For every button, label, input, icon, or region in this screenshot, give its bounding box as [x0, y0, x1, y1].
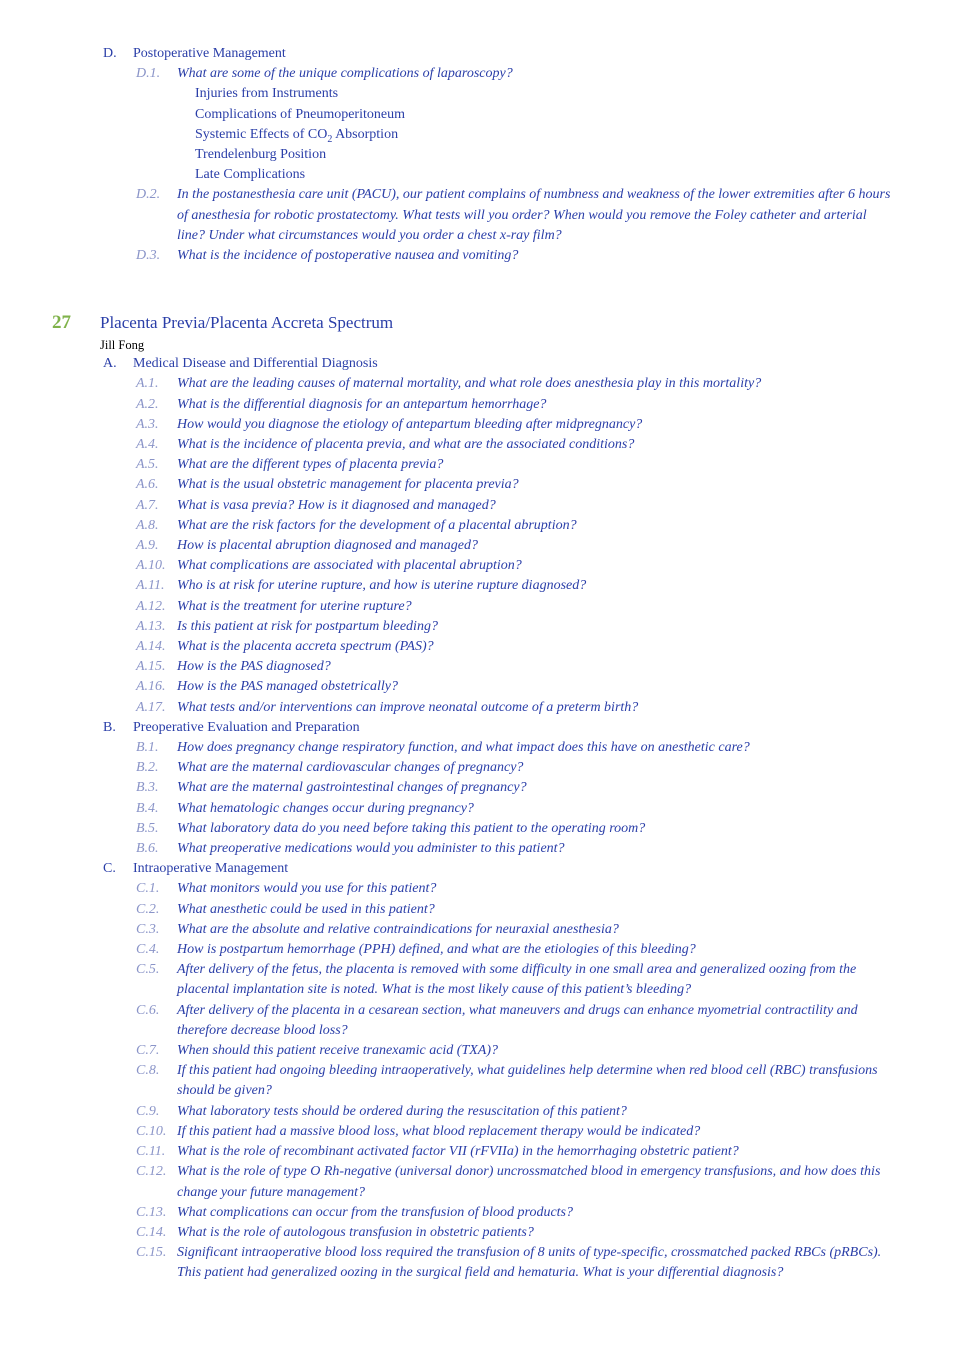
question-text: What is vasa previa? How is it diagnosed and managed?: [177, 497, 496, 513]
question-number: A.12.: [136, 598, 166, 614]
question-number: C.9.: [136, 1103, 160, 1119]
question-item: [0, 758, 953, 778]
question-item: [0, 475, 953, 495]
question-number: A.2.: [136, 396, 159, 412]
question-text: Significant intraoperative blood loss required the transfusion of 8 units of type-specific, crossmatched packed RBCs (pRBCs). This patient had generalized oozing in the surgical field and hematuria. What is your differential diagnosis?: [177, 1245, 882, 1281]
question-text: What is the role of autologous transfusion in obstetric patients?: [177, 1224, 534, 1240]
question-item: [0, 738, 953, 758]
question-number: B.1.: [136, 740, 159, 756]
question-item: [0, 576, 953, 596]
question-item: [0, 960, 953, 1000]
section-letter: B.: [103, 719, 116, 735]
question-item: [0, 1061, 953, 1101]
section-d-heading: [0, 44, 953, 64]
document-page: [0, 44, 953, 1284]
d1-item: Late Complications: [195, 167, 306, 183]
question-item: [0, 1203, 953, 1223]
question-text: What is the treatment for uterine rupture?: [177, 598, 412, 614]
question-number: A.4.: [136, 437, 159, 453]
question-text: What anesthetic could be used in this patient?: [177, 901, 435, 917]
question-text: How does pregnancy change respiratory function, and what impact does this have on anesthetic care?: [177, 740, 750, 756]
question-number: A.11.: [136, 578, 165, 594]
question-number: A.5.: [136, 457, 159, 473]
question-text: What is the usual obstetric management for placenta previa?: [177, 477, 519, 493]
section-a-heading: [0, 354, 953, 374]
question-text: After delivery of the fetus, the placenta is removed with some difficulty in one small area and generalized oozing from the placental implantation site is noted. What is the most likely cause of this patient’s bleeding?: [177, 962, 857, 998]
question-item: [0, 1122, 953, 1142]
question-text: After delivery of the placenta in a cesarean section, what maneuvers and drugs can enhance myometrial contractility and therefore decrease blood loss?: [177, 1002, 858, 1038]
question-item: [0, 698, 953, 718]
question-number: C.10.: [136, 1123, 167, 1139]
question-number: A.9.: [136, 538, 159, 554]
question-item: [0, 920, 953, 940]
question-number: B.6.: [136, 841, 159, 857]
question-number: C.15.: [136, 1245, 167, 1261]
question-text: What tests and/or interventions can improve neonatal outcome of a preterm birth?: [177, 699, 639, 715]
question-text: Who is at risk for uterine rupture, and how is uterine rupture diagnosed?: [177, 578, 587, 594]
chapter-heading: [0, 310, 953, 336]
question-item: [0, 395, 953, 415]
section-b-heading: [0, 718, 953, 738]
question-text: What laboratory data do you need before taking this patient to the operating room?: [177, 820, 646, 836]
question-number: D.1.: [136, 66, 161, 82]
question-item: [0, 940, 953, 960]
question-number: C.13.: [136, 1204, 167, 1220]
question-text: What is the placenta accreta spectrum (PAS)?: [177, 639, 434, 655]
question-item: [0, 435, 953, 455]
d1-item-prefix: Systemic Effects of CO: [195, 126, 328, 142]
question-number: C.1.: [136, 881, 160, 897]
question-number: A.17.: [136, 699, 166, 715]
section-letter: A.: [103, 356, 117, 372]
question-number: C.11.: [136, 1144, 166, 1160]
chapter-author: Jill Fong: [100, 338, 145, 353]
question-number: A.15.: [136, 659, 166, 675]
section-title: Preoperative Evaluation and Preparation: [133, 719, 360, 735]
question-text: What are some of the unique complications of laparoscopy?: [177, 66, 513, 82]
d1-item-suffix: Absorption: [332, 126, 399, 142]
question-number: C.4.: [136, 942, 160, 958]
question-item: [0, 415, 953, 435]
question-number: A.10.: [136, 558, 166, 574]
question-number: C.2.: [136, 901, 160, 917]
question-item: [0, 516, 953, 536]
question-item: [0, 637, 953, 657]
question-item: [0, 1162, 953, 1202]
question-item: [0, 1223, 953, 1243]
question-text: What complications can occur from the transfusion of blood products?: [177, 1204, 573, 1220]
question-text: What monitors would you use for this patient?: [177, 881, 437, 897]
question-text: What laboratory tests should be ordered during the resuscitation of this patient?: [177, 1103, 627, 1119]
question-number: C.14.: [136, 1224, 167, 1240]
question-number: C.5.: [136, 962, 160, 978]
question-number: A.7.: [136, 497, 159, 513]
question-number: C.12.: [136, 1164, 167, 1180]
question-text: What are the leading causes of maternal mortality, and what role does anesthesia play in this mortality?: [177, 376, 762, 392]
d1-item: Injuries from Instruments: [195, 86, 339, 102]
question-number: A.14.: [136, 639, 166, 655]
section-letter: D.: [103, 46, 117, 61]
question-item: [0, 1142, 953, 1162]
question-item: [0, 677, 953, 697]
question-text: What are the risk factors for the development of a placental abruption?: [177, 517, 577, 533]
question-d1: [0, 64, 953, 84]
section-b-questions: [0, 738, 953, 859]
question-item: [0, 1001, 953, 1041]
question-item: [0, 597, 953, 617]
question-text: How is postpartum hemorrhage (PPH) defined, and what are the etiologies of this bleeding?: [177, 942, 696, 958]
question-text: What is the differential diagnosis for an antepartum hemorrhage?: [177, 396, 547, 412]
question-item: [0, 617, 953, 637]
question-text: What is the role of type O Rh-negative (universal donor) uncrossmatched blood in emergency transfusions, and how does this change your future management?: [177, 1164, 881, 1200]
question-number: B.4.: [136, 800, 159, 816]
question-item: [0, 657, 953, 677]
question-item: [0, 556, 953, 576]
question-number: B.2.: [136, 760, 159, 776]
question-item: [0, 778, 953, 798]
question-number: A.3.: [136, 416, 159, 432]
question-text: How would you diagnose the etiology of antepartum bleeding after midpregnancy?: [177, 416, 643, 432]
question-number: B.5.: [136, 820, 159, 836]
question-text: What are the maternal cardiovascular changes of pregnancy?: [177, 760, 524, 776]
section-c-questions: [0, 879, 953, 1283]
question-number: D.2.: [136, 187, 161, 203]
section-letter: C.: [103, 861, 116, 877]
question-text: What are the different types of placenta previa?: [177, 457, 444, 473]
section-a-questions: [0, 374, 953, 717]
d1-item-co2: [195, 125, 953, 145]
section-title: Intraoperative Management: [133, 861, 289, 877]
question-item: [0, 1041, 953, 1061]
question-text: If this patient had a massive blood loss, what blood replacement therapy would be indicated?: [177, 1123, 701, 1139]
question-item: [0, 1102, 953, 1122]
question-text: What is the role of recombinant activated factor VII (rFVIIa) in the hemorrhaging obstetric patient?: [177, 1144, 739, 1160]
question-text: What complications are associated with placental abruption?: [177, 558, 522, 574]
question-text: How is placental abruption diagnosed and managed?: [177, 538, 478, 554]
question-text: In the postanesthesia care unit (PACU), our patient complains of numbness and weakness of the lower extremities after 6 hours of anesthesia for robotic prostatectomy. What tests will you order? When would you remove the Foley catheter and arterial line? Under what circumstances would you order a chest x-ray film?: [177, 187, 891, 243]
question-text: What hematologic changes occur during pregnancy?: [177, 800, 474, 816]
question-text: What are the maternal gastrointestinal changes of pregnancy?: [177, 780, 527, 796]
question-item: [0, 496, 953, 516]
question-text: How is the PAS managed obstetrically?: [177, 679, 398, 695]
question-number: C.3.: [136, 921, 160, 937]
question-number: C.6.: [136, 1002, 160, 1018]
question-text: How is the PAS diagnosed?: [177, 659, 331, 675]
question-text: Is this patient at risk for postpartum bleeding?: [177, 618, 438, 634]
question-item: [0, 799, 953, 819]
question-text: What is the incidence of postoperative nausea and vomiting?: [177, 248, 519, 264]
question-number: A.6.: [136, 477, 159, 493]
question-number: A.8.: [136, 517, 159, 533]
question-item: [0, 819, 953, 839]
question-text: What are the absolute and relative contraindications for neuraxial anesthesia?: [177, 921, 619, 937]
question-number: A.13.: [136, 618, 166, 634]
question-item: [0, 839, 953, 859]
question-text: What preoperative medications would you administer to this patient?: [177, 841, 565, 857]
chapter-number: 27: [52, 312, 71, 334]
question-text: What is the incidence of placenta previa, and what are the associated conditions?: [177, 437, 635, 453]
question-item: [0, 536, 953, 556]
question-number: B.3.: [136, 780, 159, 796]
question-item: [0, 900, 953, 920]
question-number: A.1.: [136, 376, 159, 392]
section-c-heading: [0, 859, 953, 879]
section-title: Postoperative Management: [133, 46, 286, 61]
d1-item-subscript: 2: [327, 133, 333, 145]
question-number: D.3.: [136, 248, 161, 264]
question-number: C.7.: [136, 1043, 160, 1059]
question-d2: [0, 185, 953, 246]
question-d3: [0, 246, 953, 266]
question-item: [0, 879, 953, 899]
d1-item: Complications of Pneumoperitoneum: [195, 106, 405, 122]
question-item: [0, 455, 953, 475]
chapter-title: Placenta Previa/Placenta Accreta Spectrum: [100, 313, 394, 333]
question-item: [0, 1243, 953, 1283]
question-number: A.16.: [136, 679, 166, 695]
question-item: [0, 374, 953, 394]
question-text: When should this patient receive tranexamic acid (TXA)?: [177, 1043, 499, 1059]
question-number: C.8.: [136, 1063, 160, 1079]
question-text: If this patient had ongoing bleeding intraoperatively, what guidelines help determine when red blood cell (RBC) transfusions should be given?: [177, 1063, 878, 1099]
d1-item: Trendelenburg Position: [195, 147, 327, 162]
section-title: Medical Disease and Differential Diagnosis: [133, 356, 378, 372]
